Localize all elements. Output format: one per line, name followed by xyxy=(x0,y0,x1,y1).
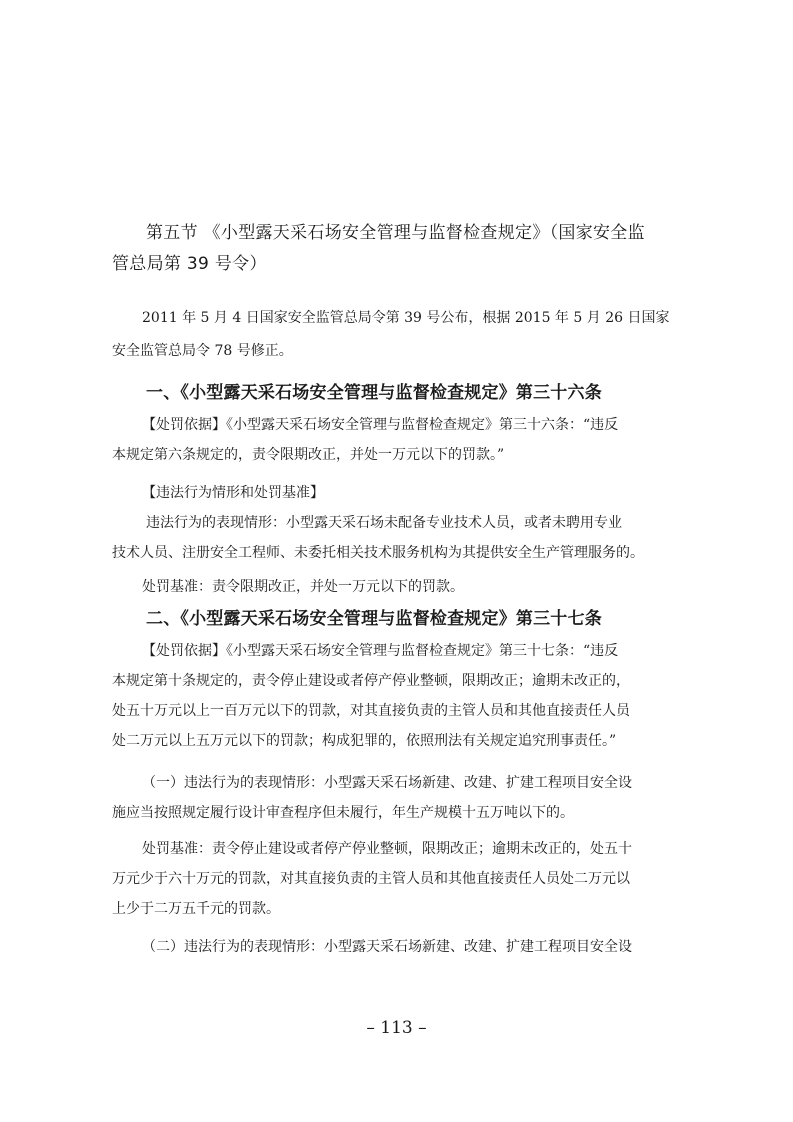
section-title-line-1: 第五节 《小型露天采石场安全管理与监督检查规定》（国家安全监 xyxy=(146,223,645,243)
article-37-case-1 xyxy=(112,768,688,828)
article-37-penalty-1-line-1: 处罚基准：责令停止建设或者停产停业整顿，限期改正；逾期未改正的，处五十 xyxy=(142,841,632,857)
article-36-basis-line-1: 【处罚依据】《小型露天采石场安全管理与监督检查规定》第三十六条：“违反 xyxy=(142,417,619,433)
intro-line-1: 2011 年 5 月 4 日国家安全监管总局令第 39 号公布，根据 2015 年 5 月 26 日国家 xyxy=(142,310,670,326)
article-37-basis xyxy=(112,636,688,756)
article-37-basis-line-2: 本规定第十条规定的，责令停止建设或者停产停业整顿，限期改正；逾期未改正的， xyxy=(112,673,630,689)
article-36-basis-line-2: 本规定第六条规定的，责令限期改正，并处一万元以下的罚款。” xyxy=(112,447,505,463)
article-37-heading: 二、《小型露天采石场安全管理与监督检查规定》第三十七条 xyxy=(146,609,602,629)
article-37-case-1-line-2: 施应当按照规定履行设计审查程序但未履行，年生产规模十五万吨以下的。 xyxy=(112,805,574,821)
article-36-basis xyxy=(112,410,688,470)
article-37-basis-line-4: 处二万元以上五万元以下的罚款；构成犯罪的，依照刑法有关规定追究刑事责任。” xyxy=(112,733,617,749)
article-36-situation-line-2: 技术人员、注册安全工程师、未委托相关技术服务机构为其提供安全生产管理服务的。 xyxy=(112,545,644,561)
article-36-penalty: 处罚基准：责令限期改正，并处一万元以下的罚款。 xyxy=(142,579,464,595)
section-title xyxy=(112,218,688,280)
article-37-case-2 xyxy=(112,932,688,962)
intro-line-2: 安全监管总局令 78 号修正。 xyxy=(112,343,293,359)
intro-paragraph xyxy=(112,302,688,368)
article-37-penalty-1-line-2: 万元少于六十万元的罚款，对其直接负责的主管人员和其他直接责任人员处二万元以 xyxy=(112,871,630,887)
article-37-case-1-line-1: （一）违法行为的表现情形：小型露天采石场新建、改建、扩建工程项目安全设 xyxy=(142,775,632,791)
article-37-penalty-1-line-3: 上少于二万五千元的罚款。 xyxy=(112,901,280,917)
article-36-situation xyxy=(112,508,688,568)
article-36-situation-line-1: 违法行为的表现情形：小型露天采石场未配备专业技术人员，或者未聘用专业 xyxy=(146,515,622,531)
article-37-basis-line-1: 【处罚依据】《小型露天采石场安全管理与监督检查规定》第三十七条：“违反 xyxy=(142,643,619,659)
article-36-heading: 一、《小型露天采石场安全管理与监督检查规定》第三十六条 xyxy=(146,383,602,403)
article-36-standard-label: 【违法行为情形和处罚基准】 xyxy=(142,485,324,501)
section-title-line-2: 管总局第 39 号令） xyxy=(112,254,267,274)
article-37-case-2-line-1: （二）违法行为的表现情形：小型露天采石场新建、改建、扩建工程项目安全设 xyxy=(142,939,632,955)
article-37-penalty-1 xyxy=(112,834,688,924)
page-number: – 113 – xyxy=(366,1018,427,1038)
article-37-basis-line-3: 处五十万元以上一百万元以下的罚款，对其直接负责的主管人员和其他直接责任人员 xyxy=(112,703,630,719)
